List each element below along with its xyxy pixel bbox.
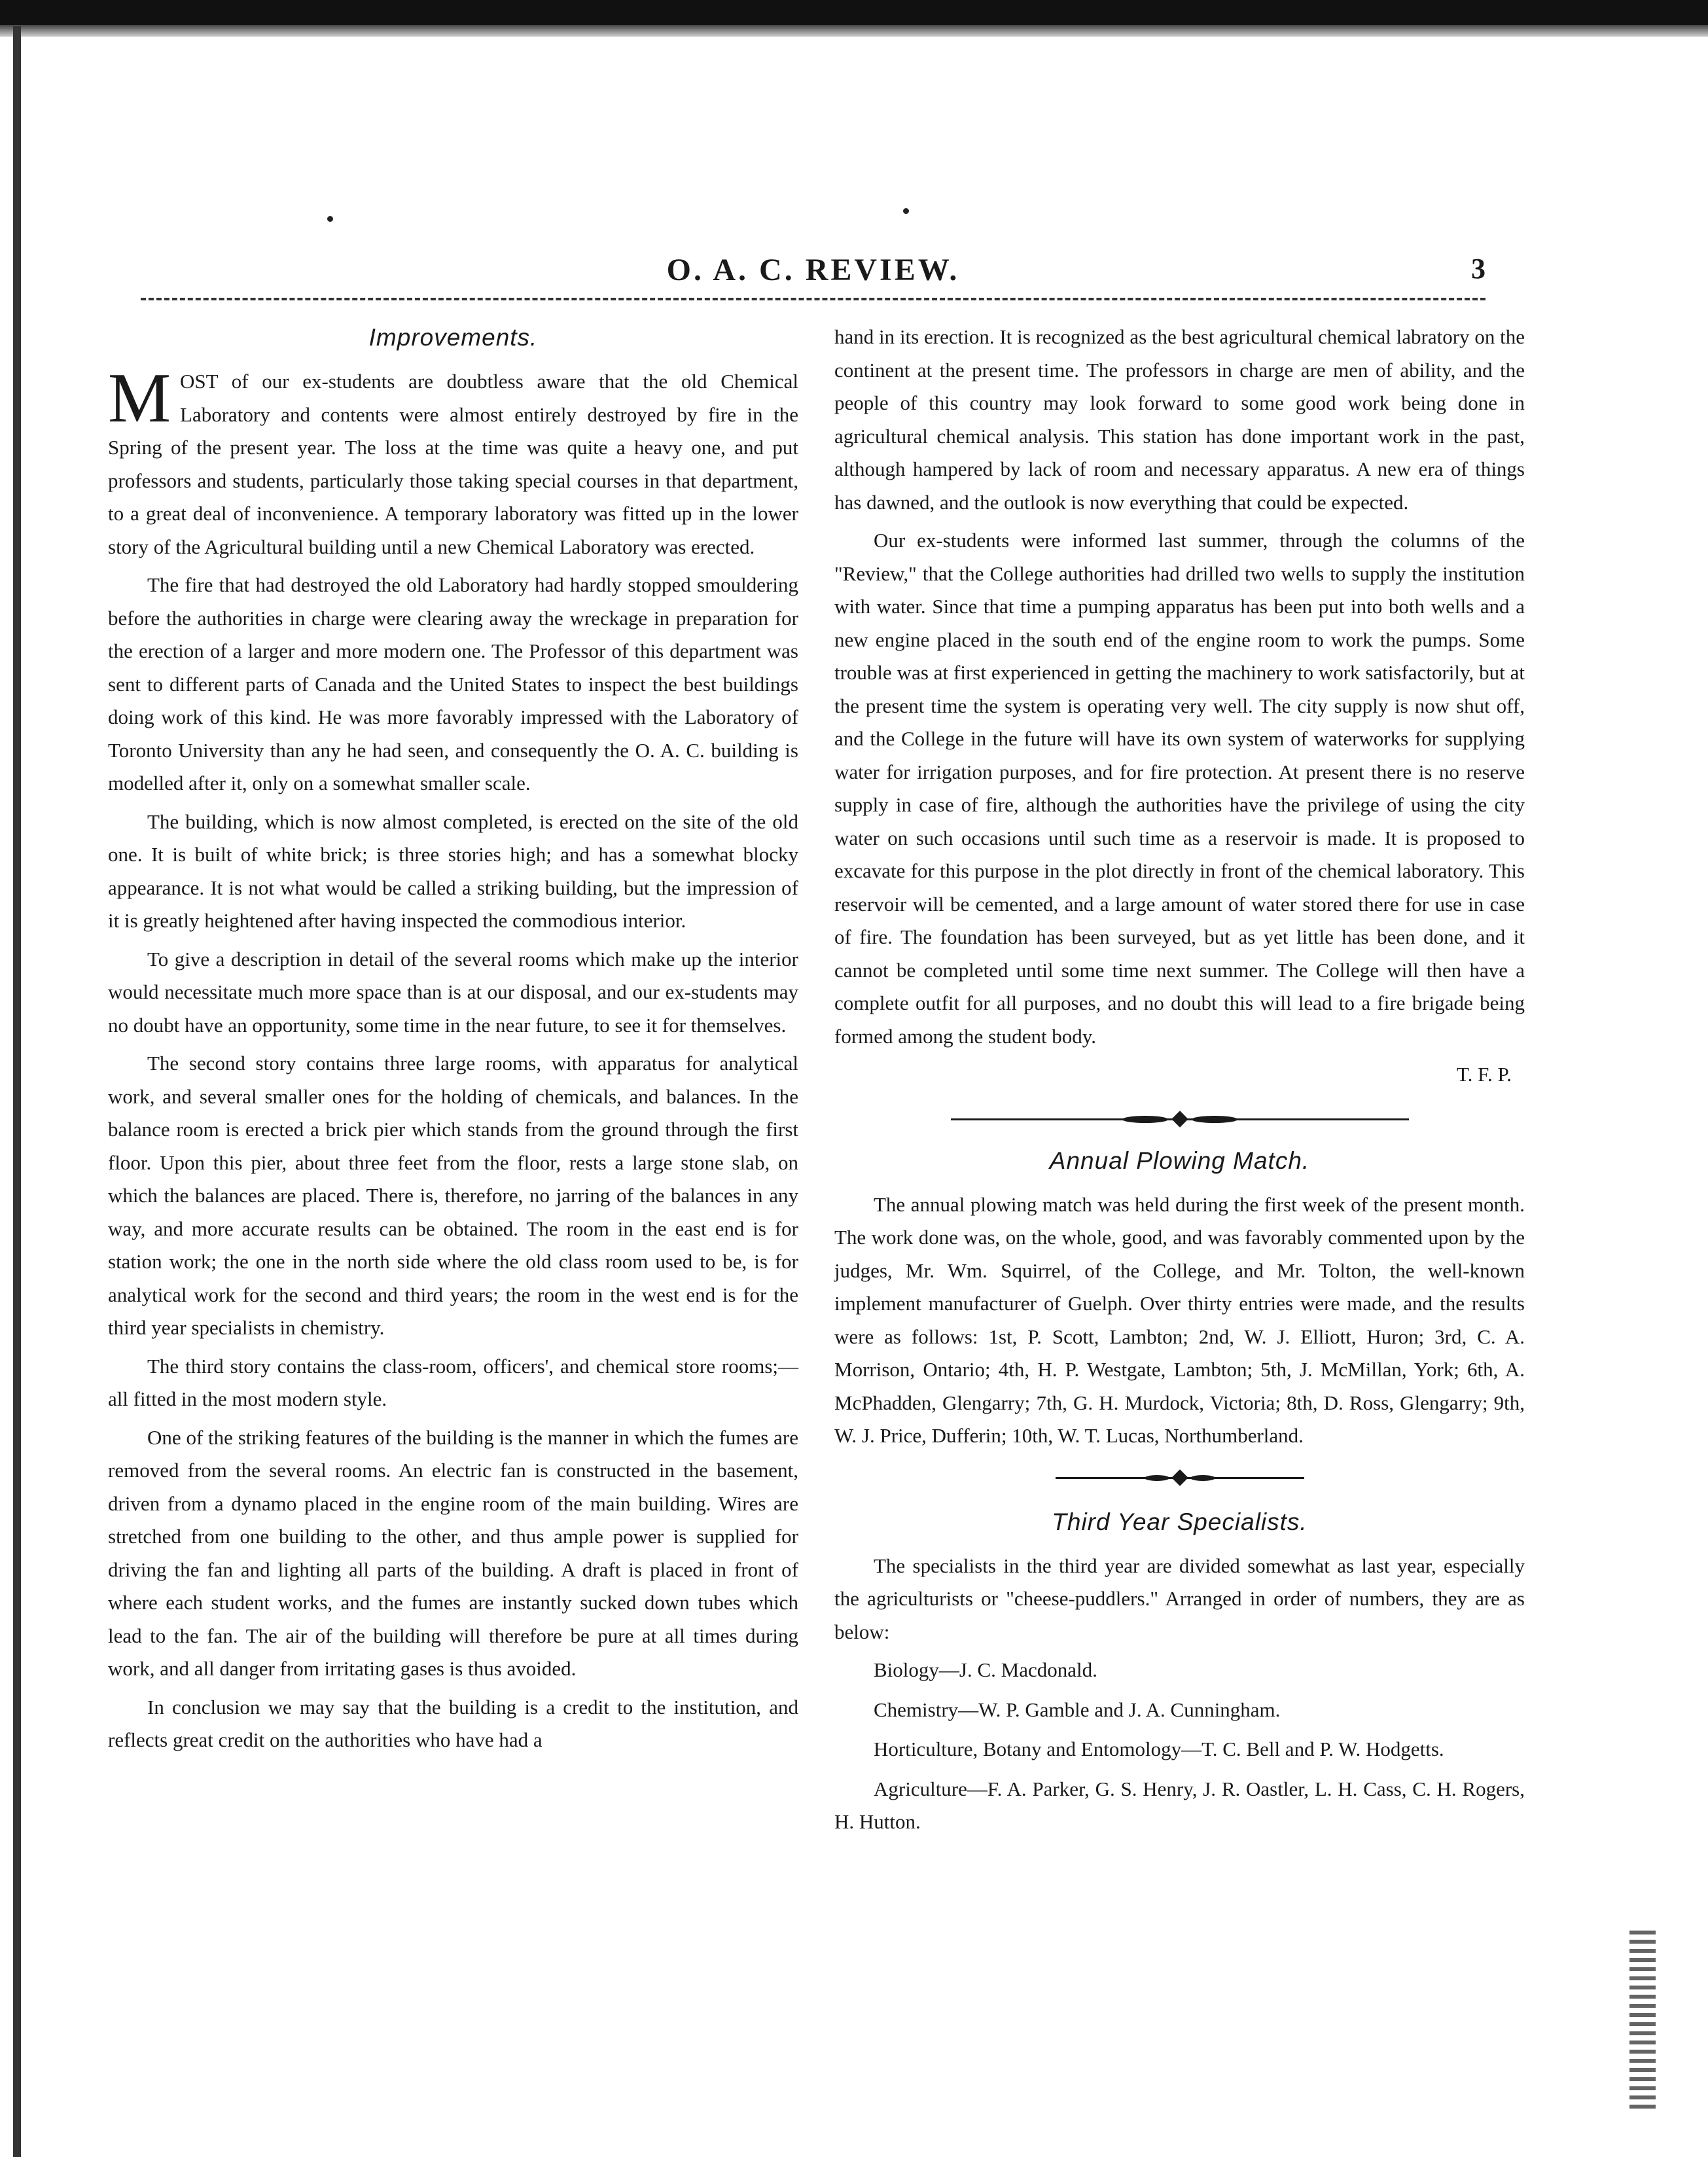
improvements-continuation-2: Our ex-students were informed last summer, through the columns of the "Review," that the College authorities had drilled two wells to supply the institution with water. Since that time a pumping apparatus has been put into both wells and a new engine placed in the south end of the engine room to work the pumps. Some trouble was at first experienced in getting the machinery to work satisfactorily, but at the present time the system is operating very well. The city supply is now shut off, and the College in the future will have its own system of waterworks for supplying water for irrigation purposes, and for fire protection. At present there is no reserve supply in case of fire, although the authorities have the privilege of using the city water on such occasions until such time as a reservoir is made. It is proposed to excavate for this purpose in the plot directly in front of the chemical laboratory. This reservoir will be cemented, and a large amount of water stored there for use in case of fire. The foundation has been surveyed, but as yet little has been done, and it cannot be completed until some time next summer. The College will then have a complete outfit for all purposes, and no doubt this will lead to a fire brigade being formed among the student body. xyxy=(834,529,1525,1048)
specialist-item: Biology—J. C. Macdonald. xyxy=(874,1658,1097,1681)
improvements-paragraph-6: The third story contains the class-room, officers', and chemical store rooms;—all fitted in the most modern style. xyxy=(108,1354,798,1410)
specialists-intro: The specialists in the third year are divided somewhat as last year, especially the agriculturists or "cheese-puddlers." Arranged in order of numbers, they are as below: xyxy=(834,1554,1525,1643)
plowing-match-paragraph: The annual plowing match was held during the first week of the present month. The work done was, on the whole, good, and was favorably commented upon by the judges, Mr. Wm. Squirrel, of the College, and Mr. Tolton, the well-known implement manufacturer of Guelph. Over thirty entries were made, and the results were as follows: 1st, P. Scott, Lambton; 2nd, W. J. Elliott, Huron; 3rd, C. A. Morrison, Ontario; 4th, H. P. Westgate, Lambton; 5th, J. McMillan, York; 6th, A. McPhadden, Glengarry; 7th, G. H. Murdock, Victoria; 8th, D. Ross, Glengarry; 9th, W. J. Price, Dufferin; 10th, W. T. Lucas, Northumberland. xyxy=(834,1192,1525,1447)
specialist-item: Chemistry—W. P. Gamble and J. A. Cunningham. xyxy=(874,1698,1281,1721)
improvements-paragraph-8: In conclusion we may say that the building is a credit to the institution, and reflects great credit on the authorities who have had a xyxy=(108,1695,798,1751)
scan-binding-marks xyxy=(1629,1931,1656,2114)
page-header xyxy=(141,252,1486,298)
improvements-paragraph-4: To give a description in detail of the several rooms which make up the interior would necessitate much more space than is at our disposal, and our ex-students may no doubt have an opportunity, some time in the near future, to see it for themselves. xyxy=(108,947,798,1037)
right-column xyxy=(834,321,1525,1845)
improvements-continuation-1: hand in its erection. It is recognized as the best agricultural chemical labratory on the continent at the present time. The professors in charge are men of ability, and the people of this country may look forward to some good work being done in agricultural chemical analysis. This station has done important work in the past, although hampered by lack of room and necessary apparatus. A new era of things has dawned, and the outlook is now everything that could be expected. xyxy=(834,325,1525,514)
masthead: O. A. C. REVIEW. xyxy=(666,253,960,287)
scan-speck xyxy=(327,216,333,222)
header-rule xyxy=(141,298,1486,300)
scan-speck xyxy=(903,208,909,214)
improvements-paragraph-5: The second story contains three large rooms, with apparatus for analytical work, and several smaller ones for the holding of chemicals, and balances. In the balance room is erected a brick pier which stands from the ground through the first floor. Upon this pier, about three feet from the floor, rests a large stone slab, on which the balances are placed. There is, therefore, no jarring of the balances in any way, and more accurate results can be obtained. The room in the east end is for station work; the one in the north side where the old class room used to be, is for analytical work for the second and third years; the room in the west end is for the third year specialists in chemistry. xyxy=(108,1052,798,1339)
section-divider-ornament xyxy=(951,1111,1409,1127)
specialist-item: Agriculture—F. A. Parker, G. S. Henry, J. R. Oastler, L. H. Cass, C. H. Rogers, H. Hutton. xyxy=(834,1777,1525,1833)
scan-left-edge xyxy=(13,26,21,2157)
page-number: 3 xyxy=(1471,253,1486,285)
author-signature: T. F. P. xyxy=(1457,1063,1512,1086)
left-column xyxy=(108,321,798,1762)
improvements-paragraph-1: MOST of our ex-students are doubtless aware that the old Chemical Laboratory and contents were almost entirely destroyed by fire in the Spring of the present year. The loss at the time was quite a heavy one, and put professors and students, particularly those taking special courses in that department, to a great deal of inconvenience. A temporary laboratory was fitted up in the lower story of the Agricultural building until a new Chemical Laboratory was erected. xyxy=(108,359,798,558)
improvements-paragraph-2: The fire that had destroyed the old Laboratory had hardly stopped smouldering before the authorities in charge were clearing away the wreckage in preparation for the erection of a larger and more modern one. The Professor of this department was sent to different parts of Canada and the United States to inspect the best buildings doing work of this kind. He was more favorably impressed with the Laboratory of Toronto University than any he had seen, and consequently the O. A. C. building is modelled after it, only on a somewhat smaller scale. xyxy=(108,573,798,794)
specialists-title: Third Year Specialists. xyxy=(1052,1508,1308,1535)
scan-top-border xyxy=(0,0,1708,25)
improvements-paragraph-3: The building, which is now almost completed, is erected on the site of the old one. It is built of white brick; is three stories high; and has a somewhat blocky appearance. It is not what would be called a striking building, but the impression of it is greatly heightened after having inspected the commodious interior. xyxy=(108,810,798,932)
specialist-item: Horticulture, Botany and Entomology—T. C. Bell and P. W. Hodgetts. xyxy=(874,1738,1444,1760)
improvements-title: Improvements. xyxy=(368,324,538,351)
improvements-paragraph-7: One of the striking features of the building is the manner in which the fumes are removed from the several rooms. An electric fan is constructed in the basement, driven from a dynamo placed in the engine room of the main building. Wires are stretched from one building to the other, and thus ample power is supplied for driving the fan and lighting all parts of the building. A draft is placed in front of where each student works, and the fumes are instantly sucked down tubes which lead to the fan. The air of the building will therefore be pure at all times during work, and all danger from irritating gases is thus avoided. xyxy=(108,1425,798,1680)
section-divider-ornament xyxy=(1056,1470,1304,1486)
drop-cap: M xyxy=(108,359,171,437)
plowing-match-title: Annual Plowing Match. xyxy=(1049,1147,1310,1174)
